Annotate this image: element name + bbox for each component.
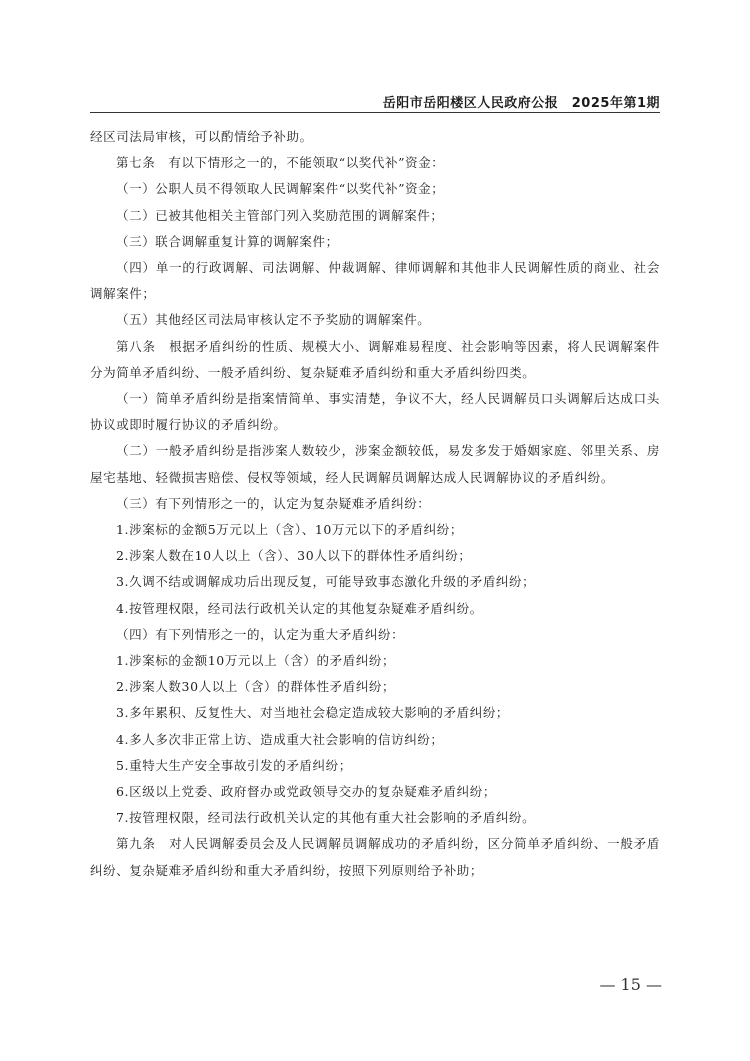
major-case-6: 6.区级以上党委、政府督办或党政领导交办的复杂疑难矛盾纠纷；: [116, 784, 496, 800]
major-case-5: 5.重特大生产安全事故引发的矛盾纠纷；: [116, 757, 352, 773]
article-8-item-4: （四）有下列情形之一的，认定为重大矛盾纠纷：: [116, 626, 405, 642]
article-9: 第九条 对人民调解委员会及人民调解员调解成功的矛盾纠纷，区分简单矛盾纠纷、一般矛盾纠纷、复杂疑难矛盾纠纷和重大矛盾纠纷，按照下列原则给予补助；: [90, 836, 660, 878]
major-case-4: 4.多人多次非正常上访、造成重大社会影响的信访纠纷；: [116, 731, 444, 747]
header-title: 岳阳市岳阳楼区人民政府公报 2025年第1期: [382, 96, 660, 111]
header-rule: [90, 112, 660, 113]
page-number: — 15 —: [599, 975, 662, 994]
article-8-item-1: （一）简单矛盾纠纷是指案情简单、事实清楚，争议不大，经人民调解员口头调解后达成口头协议或即时履行协议的矛盾纠纷。: [90, 391, 660, 433]
article-7-item-4: （四）单一的行政调解、司法调解、仲裁调解、律师调解和其他非人民调解性质的商业、社会调解案件；: [90, 260, 660, 302]
major-case-2: 2.涉案人数30人以上（含）的群体性矛盾纠纷；: [116, 679, 396, 695]
complex-case-1: 1.涉案标的金额5万元以上（含）、10万元以下的矛盾纠纷；: [116, 522, 463, 538]
article-8-item-3: （三）有下列情形之一的，认定为复杂疑难矛盾纠纷：: [116, 495, 431, 511]
major-case-7: 7.按管理权限，经司法行政机关认定的其他有重大社会影响的矛盾纠纷。: [116, 810, 536, 826]
complex-case-3: 3.久调不结或调解成功后出现反复，可能导致事态激化升级的矛盾纠纷；: [116, 574, 536, 590]
article-7-item-3: （三）联合调解重复计算的调解案件；: [116, 233, 339, 249]
major-case-1: 1.涉案标的金额10万元以上（含）的矛盾纠纷；: [116, 653, 396, 669]
article-7: 第七条 有以下情形之一的，不能领取“以奖代补”资金：: [116, 155, 445, 171]
article-8: 第八条 根据矛盾纠纷的性质、规模大小、调解难易程度、社会影响等因素，将人民调解案件分为简单矛盾纠纷、一般矛盾纠纷、复杂疑难矛盾纠纷和重大矛盾纠纷四类。: [90, 338, 660, 380]
article-8-item-2: （二）一般矛盾纠纷是指涉案人数较少，涉案金额较低，易发多发于婚姻家庭、邻里关系、房屋宅基地、轻微损害赔偿、侵权等领域，经人民调解员调解达成人民调解协议的矛盾纠纷。: [90, 443, 660, 485]
paragraph-continuation: 经区司法局审核，可以酌情给予补助。: [90, 129, 313, 144]
article-7-item-2: （二）已被其他相关主管部门列入奖励范围的调解案件；: [116, 207, 444, 223]
major-case-3: 3.多年累积、反复性大、对当地社会稳定造成较大影响的矛盾纠纷；: [116, 705, 510, 721]
article-7-item-1: （一）公职人员不得领取人民调解案件“以奖代补”资金；: [116, 181, 445, 197]
document-body: [90, 124, 660, 884]
complex-case-4: 4.按管理权限，经司法行政机关认定的其他复杂疑难矛盾纠纷。: [116, 600, 483, 616]
article-7-item-5: （五）其他经区司法局审核认定不予奖励的调解案件。: [116, 312, 431, 328]
complex-case-2: 2.涉案人数在10人以上（含）、30人以下的群体性矛盾纠纷；: [116, 548, 472, 564]
